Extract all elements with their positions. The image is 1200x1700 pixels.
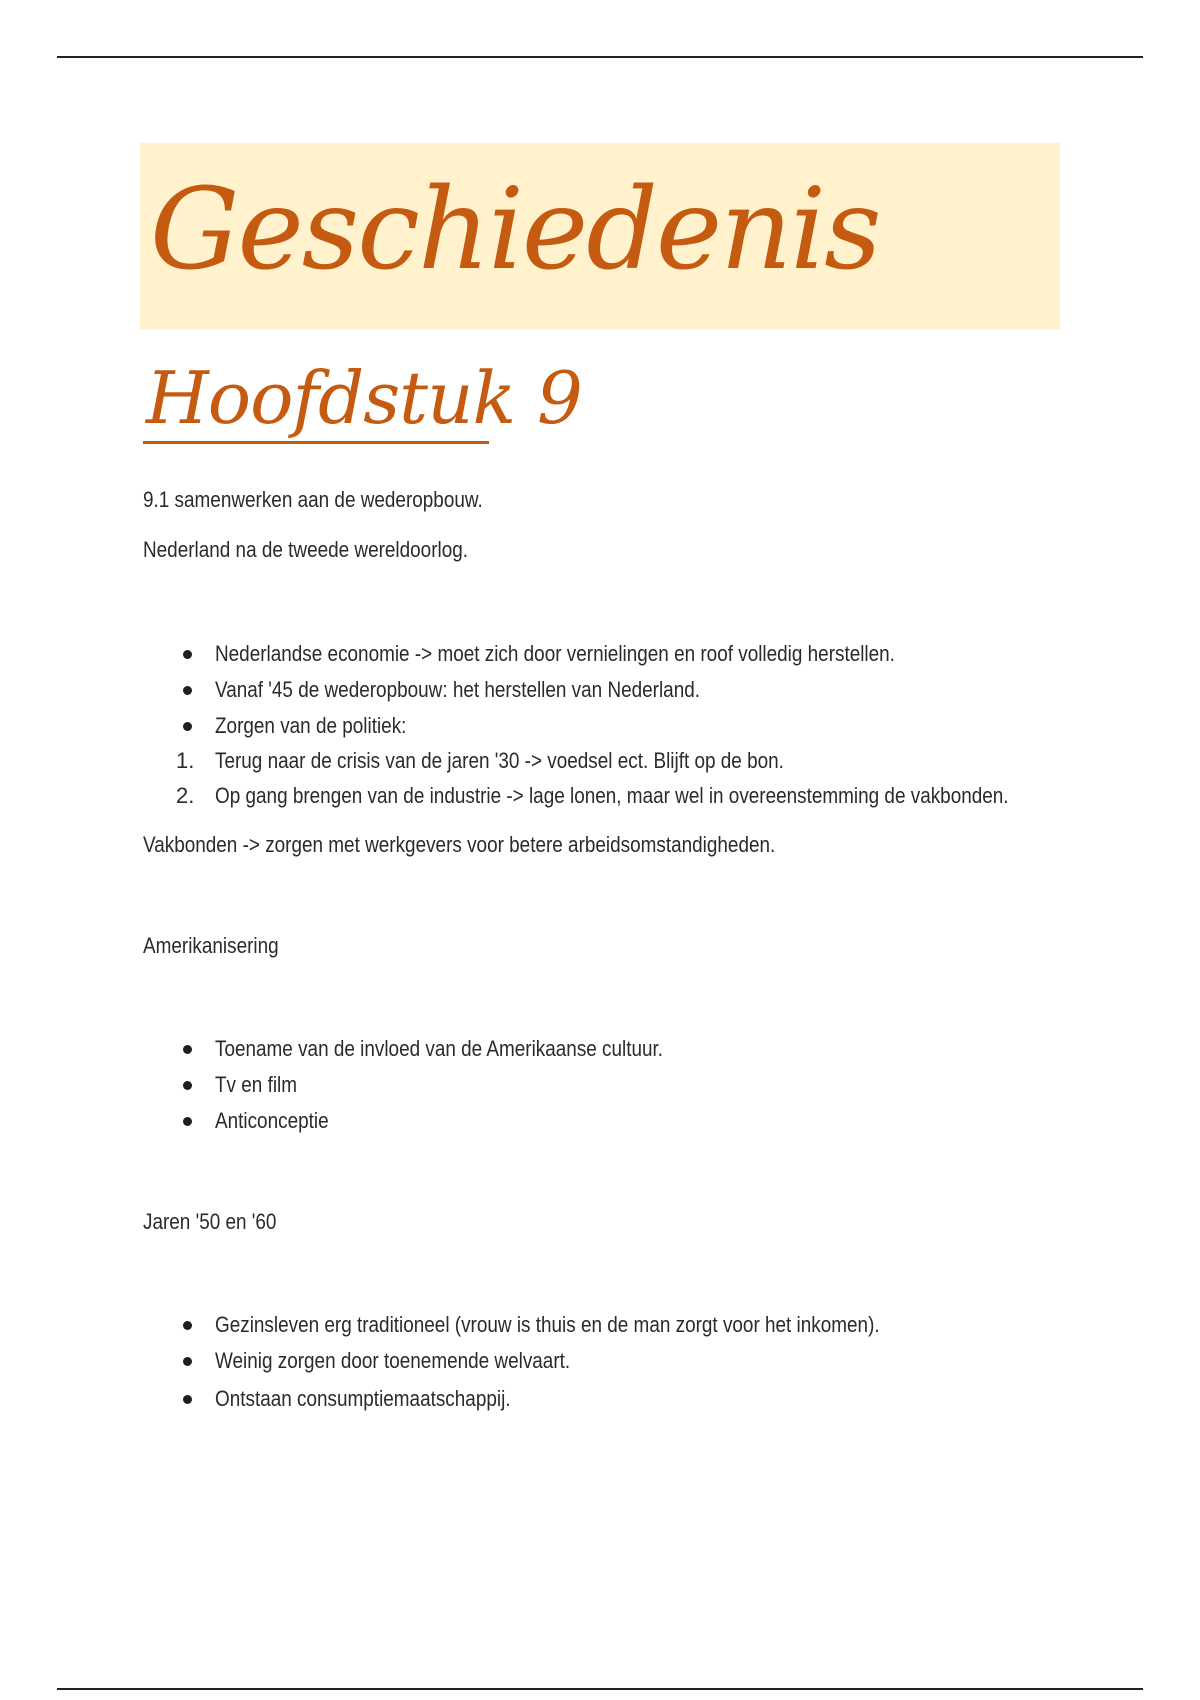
list-item-text: Vanaf '45 de wederopbouw: het herstellen van Nederland.: [215, 677, 701, 702]
list-item-text: Tv en film: [215, 1072, 298, 1097]
list-number: 2.: [176, 783, 195, 808]
bullet-icon: [183, 1045, 192, 1054]
list-item: [0, 1343, 1100, 1379]
bullet-icon: [183, 722, 192, 731]
page-bottom-rule: [57, 1688, 1143, 1690]
document-title: Geschiedenis: [150, 165, 880, 295]
section-heading: 9.1 samenwerken aan de wederopbouw.: [143, 487, 483, 512]
list-item: [0, 1103, 1100, 1139]
list-item-text: Gezinsleven erg traditioneel (vrouw is thuis en de man zorgt voor het inkomen).: [215, 1312, 880, 1337]
bullet-icon: [183, 1395, 192, 1404]
list-item-text: Zorgen van de politiek:: [215, 713, 407, 738]
list-item: [0, 1031, 1100, 1067]
amerikanisering-heading: Amerikanisering: [143, 933, 279, 958]
list-number: 1.: [176, 748, 195, 773]
list-item-text: Weinig zorgen door toenemende welvaart.: [215, 1348, 571, 1373]
list-item: [0, 1307, 1100, 1343]
list-item: [0, 672, 1100, 708]
list-item-text: Op gang brengen van de industrie -> lage lonen, maar wel in overeenstemming de vakbonden.: [215, 783, 1009, 808]
list-item-text: Toename van de invloed van de Amerikaanse cultuur.: [215, 1036, 664, 1061]
bullet-icon: [183, 1357, 192, 1366]
list-item-text: Terug naar de crisis van de jaren '30 -> voedsel ect. Blijft op de bon.: [215, 748, 784, 773]
bullet-icon: [183, 686, 192, 695]
chapter-heading: Hoofdstuk 9: [146, 356, 582, 440]
list-item-text: Nederlandse economie -> moet zich door vernielingen en roof volledig herstellen.: [215, 641, 895, 666]
list-item: [0, 1067, 1100, 1103]
numbered-item: [0, 778, 1100, 814]
list-item: [0, 708, 1100, 744]
bullet-icon: [183, 1321, 192, 1330]
section-subtitle: Nederland na de tweede wereldoorlog.: [143, 537, 469, 562]
list-item: [0, 1381, 1100, 1417]
vakbonden-paragraph: Vakbonden -> zorgen met werkgevers voor betere arbeidsomstandigheden.: [143, 832, 776, 857]
list-item-text: Anticonceptie: [215, 1108, 329, 1133]
list-item: [0, 636, 1100, 672]
jaren-heading: Jaren '50 en '60: [143, 1209, 277, 1234]
chapter-underline: [143, 441, 489, 444]
bullet-icon: [183, 1081, 192, 1090]
bullet-icon: [183, 1117, 192, 1126]
bullet-icon: [183, 650, 192, 659]
list-item-text: Ontstaan consumptiemaatschappij.: [215, 1386, 511, 1411]
numbered-item: [0, 743, 1100, 779]
page-top-rule: [57, 56, 1143, 58]
